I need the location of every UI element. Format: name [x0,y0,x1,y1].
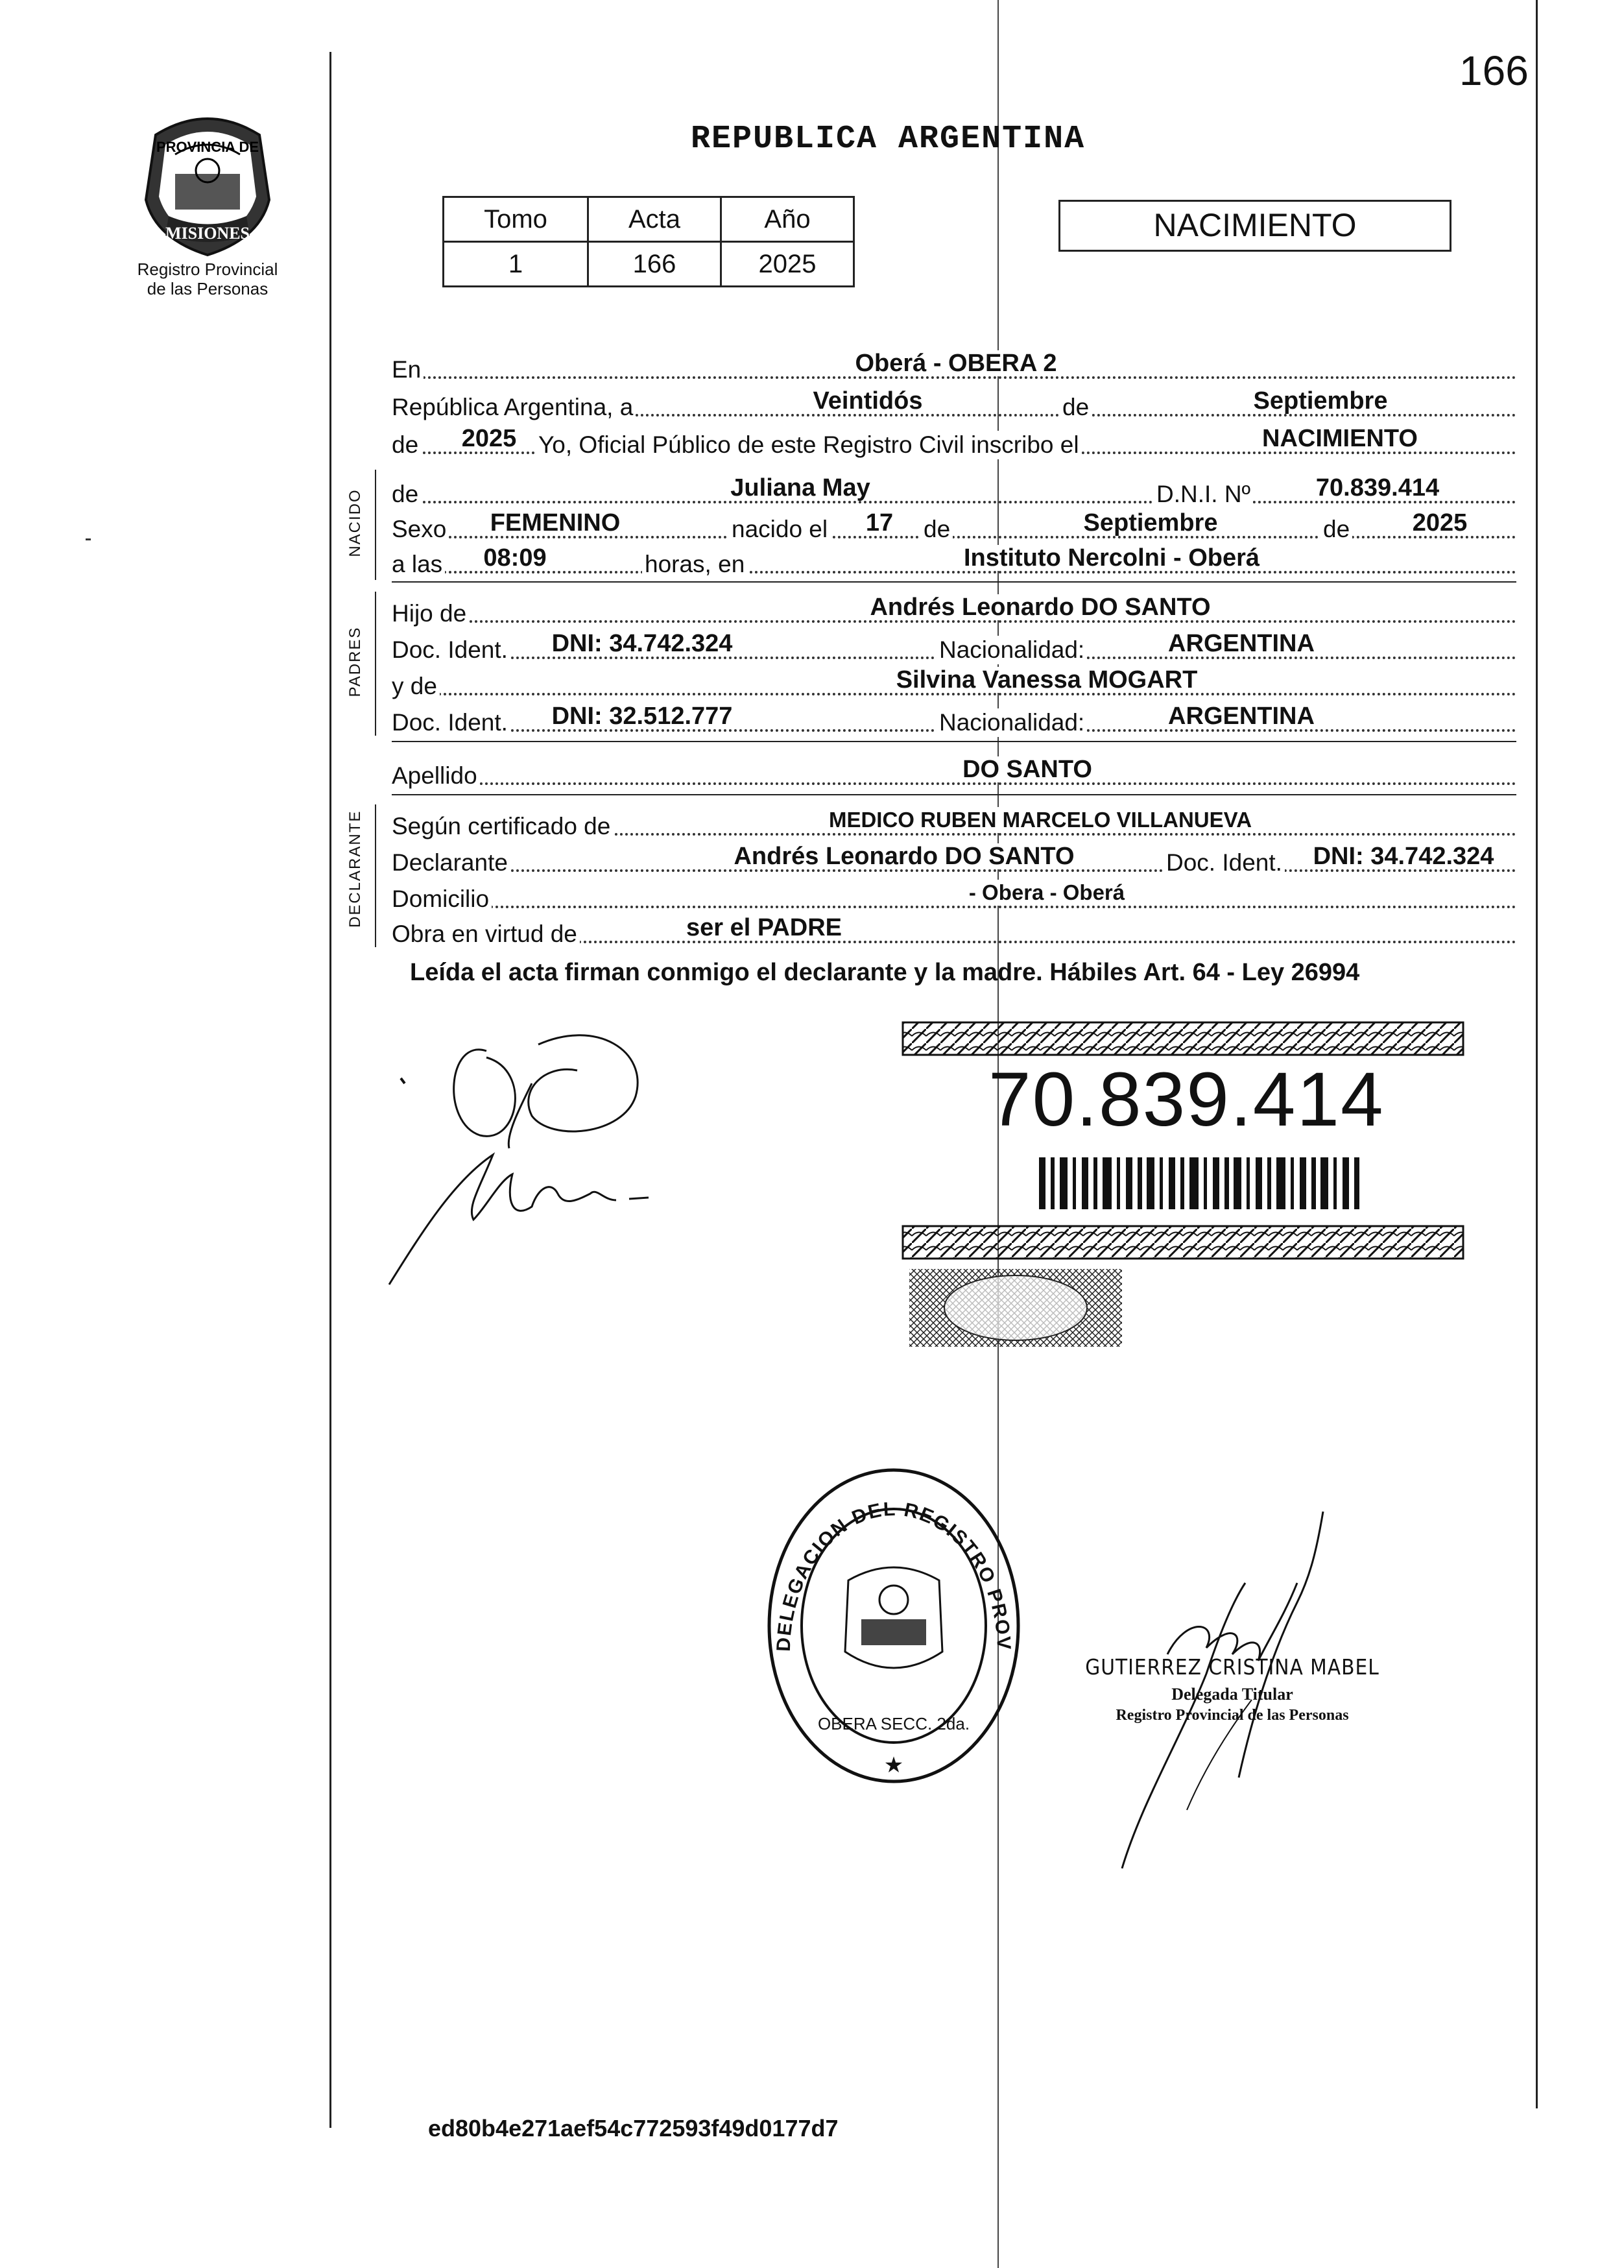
row-declarante [392,841,1516,877]
mother-nationality: ARGENTINA [1165,703,1317,729]
official-seal [758,1457,1023,1801]
closing-note: Leída el acta firman conmigo el declarante y la madre. Hábiles Art. 64 - Ley 26994 [410,959,1360,986]
declarant-capacity: ser el PADRE [684,915,844,941]
label-republica: República Argentina, a [392,393,636,422]
label-obra: Obra en virtud de [392,920,580,948]
section-nacido: NACIDO [346,489,364,557]
father-name: Andrés Leonardo DO SANTO [867,594,1213,620]
mother-doc: DNI: 32.512.777 [549,703,735,729]
country-title: REPUBLICA ARGENTINA [691,121,1086,158]
birth-month: Septiembre [1081,510,1221,536]
surname: DO SANTO [960,756,1095,782]
child-name: Juliana May [728,475,872,501]
ref-header-acta: Acta [588,197,721,242]
official-org: Registro Provincial de las Personas [1116,1707,1349,1724]
label-en: En [392,356,424,384]
row-y-de [392,664,1516,701]
doc-type-box: NACIMIENTO [1058,200,1451,252]
id-strip [898,1015,1468,1378]
seal-bottom-text: OBERA SECC. 2da. [817,1714,970,1733]
signature-declarant [383,1012,681,1310]
row-hijo-de [392,592,1516,628]
registration-month: Septiembre [1251,388,1391,414]
reference-table [442,196,855,287]
row-domicilio [392,877,1516,913]
section-declarante: DECLARANTE [346,810,364,928]
org-name [110,259,305,298]
label-father-doc: Doc. Ident. [392,636,510,664]
province-emblem [130,109,285,258]
row-nacido-name [392,472,1516,509]
page-number: 166 [1459,47,1529,94]
right-margin-line [1536,0,1538,2108]
row-mother-doc [392,701,1516,737]
seal-ring-text: DELEGACION DEL REGISTRO PROV [772,1498,1015,1652]
label-a-las: a las [392,550,445,579]
registration-year: 2025 [459,426,519,452]
label-father-nat: Nacionalidad: [937,636,1087,664]
birth-time: 08:09 [481,545,549,571]
certifying-doctor: MEDICO RUBEN MARCELO VILLANUEVA [826,807,1254,833]
child-sex: FEMENINO [488,510,623,536]
registration-day: Veintidós [811,388,925,414]
label-domicilio: Domicilio [392,885,492,913]
label-nacido-de: de [392,480,421,509]
left-margin-line [329,52,331,2128]
birth-place: Instituto Nercolni - Oberá [961,545,1262,571]
official-block [1051,1654,1414,1724]
label-de-year: de [392,431,421,459]
official-role: Delegada Titular [1171,1685,1293,1704]
label-mother-nat: Nacionalidad: [937,708,1087,737]
birth-day: 17 [863,510,896,536]
document-hash: ed80b4e271aef54c772593f49d0177d7 [428,2115,839,2141]
label-sexo: Sexo [392,515,449,544]
ref-value-acta: 166 [588,242,721,287]
label-y-de: y de [392,672,440,701]
label-horas-en: horas, en [642,550,747,579]
label-decl-doc: Doc. Ident. [1164,849,1285,877]
birth-year: 2025 [1410,510,1470,536]
star-icon: ★ [883,1753,904,1778]
ref-header-tomo: Tomo [444,197,588,242]
label-de-year2: de [1320,515,1352,544]
label-nacido-el: nacido el [729,515,830,544]
section-padres: PADRES [346,626,364,697]
seal-emblem [845,1567,942,1668]
id-number: 70.839.414 [988,1057,1385,1142]
label-declarante: Declarante [392,849,510,877]
father-doc: DNI: 34.742.324 [549,631,735,657]
father-nationality: ARGENTINA [1165,631,1317,657]
declarant-doc: DNI: 34.742.324 [1311,843,1497,869]
row-year-clause [392,423,1516,459]
declarant-name: Andrés Leonardo DO SANTO [731,843,1077,869]
margin-tick [86,538,91,540]
ref-header-ano: Año [721,197,854,242]
label-certificado: Según certificado de [392,812,613,841]
mother-name: Silvina Vanessa MOGART [894,667,1200,693]
label-mother-doc: Doc. Ident. [392,708,510,737]
row-certificado [392,804,1516,841]
org-line-1: Registro Provincial [137,259,278,279]
label-de: de [1060,393,1092,422]
barcode [1039,1157,1359,1209]
ref-value-tomo: 1 [444,242,588,287]
birth-registry-place: Oberá - OBERA 2 [852,350,1059,376]
row-father-doc [392,628,1516,664]
emblem-top-text: PROVINCIA DE [156,139,259,155]
label-de-month: de [921,515,953,544]
child-dni: 70.839.414 [1313,475,1442,501]
row-hora [392,542,1516,579]
row-en [392,348,1516,384]
label-dni: D.N.I. Nº [1154,480,1253,509]
org-line-2: de las Personas [147,279,269,298]
declarant-address: - Obera - Oberá [966,880,1127,906]
row-apellido [392,754,1516,790]
label-hijo-de: Hijo de [392,599,469,628]
act-type: NACIMIENTO [1260,426,1420,452]
row-republica [392,385,1516,422]
emblem-bottom-text: MISIONES [165,224,250,243]
row-sexo [392,507,1516,544]
ref-value-ano: 2025 [721,242,854,287]
official-name: GUTIERREZ CRISTINA MABEL [1085,1654,1379,1680]
row-obra [392,912,1516,948]
label-apellido: Apellido [392,762,480,790]
official-clause: Yo, Oficial Público de este Registro Civil inscribo el [536,431,1082,459]
